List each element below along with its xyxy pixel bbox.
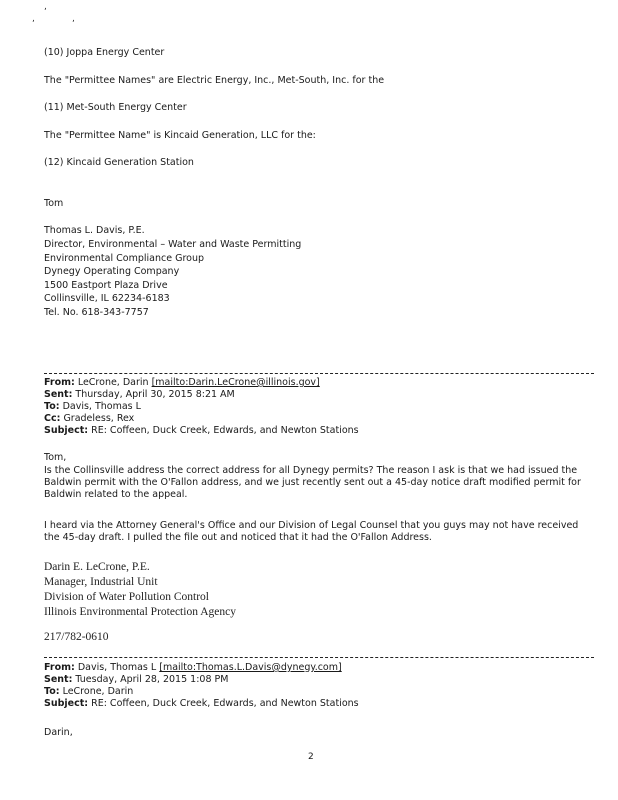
email-subject [44, 698, 359, 710]
signature-line: 1500 Eastport Plaza Drive [44, 280, 168, 291]
signature-line: Thomas L. Davis, P.E. [44, 225, 145, 236]
signature-line: Director, Environmental – Water and Waste Permitting [44, 239, 302, 250]
from-name: LeCrone, Darin [77, 377, 149, 388]
email-subject [44, 425, 359, 437]
signature-line: Division of Water Pollution Control [44, 591, 209, 603]
email-separator [44, 373, 594, 376]
sent-label: Sent: [44, 674, 73, 685]
from-mailto-link[interactable]: [mailto:Darin.LeCrone@illinois.gov] [151, 377, 320, 388]
from-name: Davis, Thomas L [77, 662, 157, 673]
list-item: The "Permittee Name" is Kincaid Generation, LLC for the: [44, 130, 316, 141]
to-value: LeCrone, Darin [62, 686, 134, 697]
sent-label: Sent: [44, 389, 73, 400]
signature-line: Tel. No. 618-343-7757 [44, 307, 149, 318]
signature-line: Environmental Compliance Group [44, 253, 205, 264]
closing-name: Tom [44, 198, 64, 209]
cc-label: Cc: [44, 413, 61, 424]
email-sent [44, 674, 228, 686]
email-paragraph: Is the Collinsville address the correct address for all Dynegy permits? The reason I ask is that we had issued the Baldwin permit with the O'Fallon address, and we just recently sent out a 45-day notice draft modified permit for Baldwin related to the appeal. [44, 465, 581, 500]
to-value: Davis, Thomas L [62, 401, 141, 412]
sent-value: Thursday, April 30, 2015 8:21 AM [75, 389, 235, 400]
email-greeting: Tom, [44, 452, 67, 463]
email-to [44, 401, 141, 413]
email-from [44, 377, 320, 389]
scan-mark: , [44, 2, 47, 12]
email-greeting: Darin, [44, 727, 73, 738]
from-label: From: [44, 662, 75, 673]
signature-line: Illinois Environmental Protection Agency [44, 606, 236, 618]
list-item: (11) Met-South Energy Center [44, 102, 187, 113]
from-mailto-link[interactable]: [mailto:Thomas.L.Davis@dynegy.com] [159, 662, 342, 673]
cc-value: Gradeless, Rex [63, 413, 135, 424]
to-label: To: [44, 401, 60, 412]
to-label: To: [44, 686, 60, 697]
signature-line: Dynegy Operating Company [44, 266, 180, 277]
subject-label: Subject: [44, 698, 89, 709]
page-number: 2 [308, 752, 314, 762]
list-item: (10) Joppa Energy Center [44, 47, 165, 58]
email-separator [44, 657, 594, 660]
email-cc [44, 413, 134, 425]
email-sent [44, 389, 235, 401]
subject-value: RE: Coffeen, Duck Creek, Edwards, and Newton Stations [91, 698, 359, 709]
signature-line: Darin E. LeCrone, P.E. [44, 561, 150, 573]
email-from [44, 662, 342, 674]
subject-value: RE: Coffeen, Duck Creek, Edwards, and Newton Stations [91, 425, 359, 436]
phone-number: 217/782-0610 [44, 631, 109, 643]
signature-line: Manager, Industrial Unit [44, 576, 158, 588]
signature-line: Collinsville, IL 62234-6183 [44, 293, 170, 304]
sent-value: Tuesday, April 28, 2015 1:08 PM [75, 674, 229, 685]
email-to [44, 686, 133, 698]
list-item: The "Permittee Names" are Electric Energy, Inc., Met-South, Inc. for the [44, 75, 385, 86]
email-paragraph: I heard via the Attorney General's Office and our Division of Legal Counsel that you guys may not have received the 45-day draft. I pulled the file out and noticed that it had the O'Fallon Address. [44, 520, 579, 543]
from-label: From: [44, 377, 75, 388]
scan-mark: , [32, 14, 35, 24]
scan-mark: , [72, 14, 75, 24]
list-item: (12) Kincaid Generation Station [44, 157, 194, 168]
subject-label: Subject: [44, 425, 89, 436]
